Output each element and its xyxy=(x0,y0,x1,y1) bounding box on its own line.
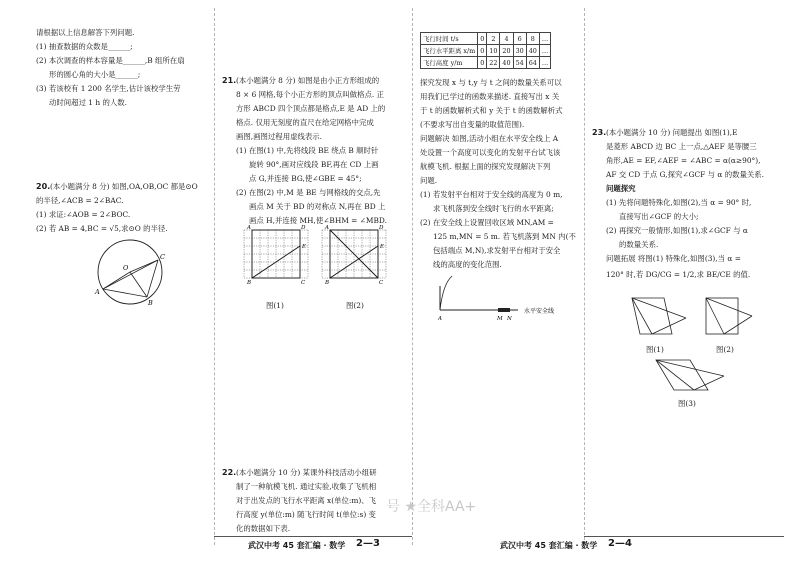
circle-figure xyxy=(90,242,180,322)
point-label: M xyxy=(497,316,503,322)
grid-figure-2 xyxy=(318,225,390,286)
row-header: 飞行高度 y/m xyxy=(421,57,478,69)
point-label: B xyxy=(325,280,330,286)
text-line: 画图,画图过程用虚线表示. xyxy=(236,132,322,141)
table-cell: 6 xyxy=(513,33,526,45)
table-cell: 0 xyxy=(478,57,487,69)
text-line: 120° 时,若 DG/CG = 1/2,求 BE/CE 的值. xyxy=(606,270,751,279)
text-line: (1) 若发射平台相对于安全线的高度为 0 m, xyxy=(420,190,563,199)
table-cell: 54 xyxy=(513,57,526,69)
text-line: 问题解决 如图,活动小组在水平安全线上 A xyxy=(420,134,559,143)
point-label: D xyxy=(301,225,306,231)
text-line: 航模飞机. 根据上面的探究发现解决下列 xyxy=(420,162,551,171)
text-line: 直接写出∠GCF 的大小; xyxy=(619,212,699,221)
text-line: 线的高度的变化范围. xyxy=(433,260,502,269)
column-divider xyxy=(584,8,585,545)
section-heading: 问题探究 xyxy=(606,184,636,193)
footer-title-left: 武汉中考 45 套汇编 · 数学 xyxy=(248,541,346,550)
text-line: 125 m,MN = 5 m. 若飞机落到 MN 内(不 xyxy=(433,232,576,241)
figure-caption: 图(2) xyxy=(346,301,364,310)
point-label: A xyxy=(95,288,100,296)
table-cell: 64 xyxy=(526,57,539,69)
point-label: A xyxy=(247,225,251,231)
point-label: E xyxy=(380,244,385,250)
text-line: 对于出发点的飞行水平距离 x(单位:m)、飞 xyxy=(236,496,377,505)
table-row xyxy=(421,33,551,45)
text-line: 请根据以上信息解答下列问题. xyxy=(36,28,135,37)
text-line: (本小题满分 10 分) 某课外科技活动小组研 xyxy=(236,468,377,477)
row-header: 飞行时间 t/s xyxy=(421,33,478,45)
text-line: 格点. 仅用无刻度的直尺在给定网格中完成 xyxy=(236,118,374,127)
point-label: C xyxy=(379,280,384,286)
rhombus-figure-1 xyxy=(622,294,696,344)
text-line: 动时间超过 1 h 的人数. xyxy=(49,98,127,107)
text-line: (2) 若 AB = 4,BC = √5,求⊙O 的半径. xyxy=(36,224,168,233)
text-line: 点 G,并连接 BG,使∠GBE = 45°; xyxy=(249,174,362,183)
text-line: (1) 抽查数据的众数是______; xyxy=(36,42,133,51)
page-number-left: 2—3 xyxy=(356,538,380,549)
table-cell: … xyxy=(539,33,550,45)
text-line: 旋转 90°,画对应线段 BF,再在 CD 上画 xyxy=(249,160,379,169)
text-line: (本小题满分 8 分) 如图是由小正方形组成的 xyxy=(236,76,380,85)
footer-rule xyxy=(584,536,784,537)
text-line: AF 交 CD 于点 G,探究∠GCF 与 α 的数量关系. xyxy=(606,170,764,179)
figure-caption: 图(3) xyxy=(678,399,696,408)
text-line: (2) 再探究一般情形,如图(1),求∠GCF 与 α xyxy=(606,226,748,235)
point-label: N xyxy=(507,316,512,322)
point-label: O xyxy=(123,264,129,272)
flight-data-table xyxy=(420,32,551,69)
table-cell: 0 xyxy=(478,33,487,45)
point-label: C xyxy=(301,280,306,286)
text-line: (2) 本次调查的样本容量是______,B 组所在扇 xyxy=(36,56,185,65)
point-label: A xyxy=(325,225,329,231)
text-line: (不要求写出自变量的取值范围). xyxy=(420,120,525,129)
table-cell: 2 xyxy=(487,33,500,45)
text-line: 形的圆心角的大小是______; xyxy=(49,70,141,79)
table-cell: 4 xyxy=(500,33,513,45)
table-cell: 30 xyxy=(513,45,526,57)
text-line: 问题. xyxy=(420,176,438,185)
question-number: 20. xyxy=(36,182,51,191)
point-label: E xyxy=(302,244,307,250)
column-divider xyxy=(214,8,215,545)
footer-title-right: 武汉中考 45 套汇编 · 数学 xyxy=(500,541,598,550)
figure-caption: 图(1) xyxy=(646,345,664,354)
text-line: 角形,AE = EF,∠AEF = ∠ABC = α(α≥90°), xyxy=(606,156,761,165)
text-line: 画点 H,并连接 MH,使∠BHM = ∠MBD. xyxy=(249,216,387,225)
text-line: (1) 先将问题特殊化,如图(2),当 α = 90° 时, xyxy=(606,198,752,207)
grid-figure-1 xyxy=(240,225,312,286)
table-cell: 10 xyxy=(487,45,500,57)
table-cell: 40 xyxy=(500,57,513,69)
text-line: (1) 在图(1) 中,先将线段 BE 绕点 B 顺时针 xyxy=(236,146,379,155)
square-figure-2 xyxy=(700,294,760,344)
text-line: 行高度 y(单位:m) 随飞行时间 t(单位:s) 变 xyxy=(236,510,376,519)
text-line: 的半径,∠ACB = 2∠BAC. xyxy=(36,196,124,205)
text-line: 方形 ABCD 四个顶点都是格点,E 是 AD 上的 xyxy=(236,104,386,113)
watermark: 号 ★全科AA+ xyxy=(386,499,477,515)
text-line: (2) 在安全线上设置回收区域 MN,AM = xyxy=(420,218,554,227)
text-line: 探究发现 x 与 t,y 与 t 之间的数量关系可以 xyxy=(420,78,562,87)
text-line: (本小题满分 8 分) 如图,OA,OB,OC 都是⊙O xyxy=(50,182,198,191)
figure-caption: 图(2) xyxy=(716,345,734,354)
question-number: 23. xyxy=(592,128,607,137)
table-row xyxy=(421,45,551,57)
text-line: 问题拓展 将图(1) 特殊化,如图(3),当 α = xyxy=(606,254,741,263)
text-line: 的数量关系. xyxy=(619,240,659,249)
text-line: (本小题满分 10 分) 问题提出 如图(1),E xyxy=(606,128,738,137)
row-header: 飞行水平距离 x/m xyxy=(421,45,478,57)
table-cell: 8 xyxy=(526,33,539,45)
point-label: B xyxy=(247,280,252,286)
launch-diagram xyxy=(436,272,576,322)
text-line: 画点 M 关于 BD 的对称点 N,再在 BD 上 xyxy=(249,202,386,211)
text-line: 是菱形 ABCD 边 BC 上一点,△AEF 是等腰三 xyxy=(606,142,757,151)
table-row xyxy=(421,57,551,69)
text-line: 用我们已学过的函数来描述. 直接写出 x 关 xyxy=(420,92,560,101)
table-cell: … xyxy=(539,45,550,57)
text-line: 化的数据如下表. xyxy=(236,524,291,533)
rhombus-figure-3 xyxy=(650,356,730,396)
figure-caption: 图(1) xyxy=(266,301,284,310)
point-label: D xyxy=(379,225,384,231)
table-cell: … xyxy=(539,57,550,69)
footer-rule xyxy=(214,536,412,537)
text-line: 8 × 6 网格,每个小正方形的顶点叫做格点. 正 xyxy=(236,90,384,99)
text-line: 求飞机落到安全线时飞行的水平距离; xyxy=(433,204,554,213)
text-line: 于 t 的函数解析式和 y 关于 t 的函数解析式 xyxy=(420,106,563,115)
page-divider xyxy=(412,8,413,545)
point-label: C xyxy=(160,253,165,261)
question-number: 22. xyxy=(222,468,237,477)
table-cell: 0 xyxy=(478,45,487,57)
table-cell: 22 xyxy=(487,57,500,69)
point-label: A xyxy=(438,316,442,322)
page-number-right: 2—4 xyxy=(608,538,632,549)
point-label: B xyxy=(148,299,153,307)
safety-line-label: 水平安全线 xyxy=(524,308,555,315)
text-line: 处设置一个高度可以变化的发射平台试飞该 xyxy=(420,148,561,157)
question-number: 21. xyxy=(222,76,237,85)
text-line: (3) 若该校有 1 200 名学生,估计该校学生劳 xyxy=(36,84,181,93)
table-cell: 20 xyxy=(500,45,513,57)
text-line: (1) 求证:∠AOB = 2∠BOC. xyxy=(36,210,131,219)
table-cell: 40 xyxy=(526,45,539,57)
text-line: 包括端点 M,N),求发射平台相对于安全 xyxy=(433,246,561,255)
text-line: 制了一种航模飞机. 通过实验,收集了飞机相 xyxy=(236,482,377,491)
text-line: (2) 在图(2) 中,M 是 BE 与网格线的交点,先 xyxy=(236,188,381,197)
